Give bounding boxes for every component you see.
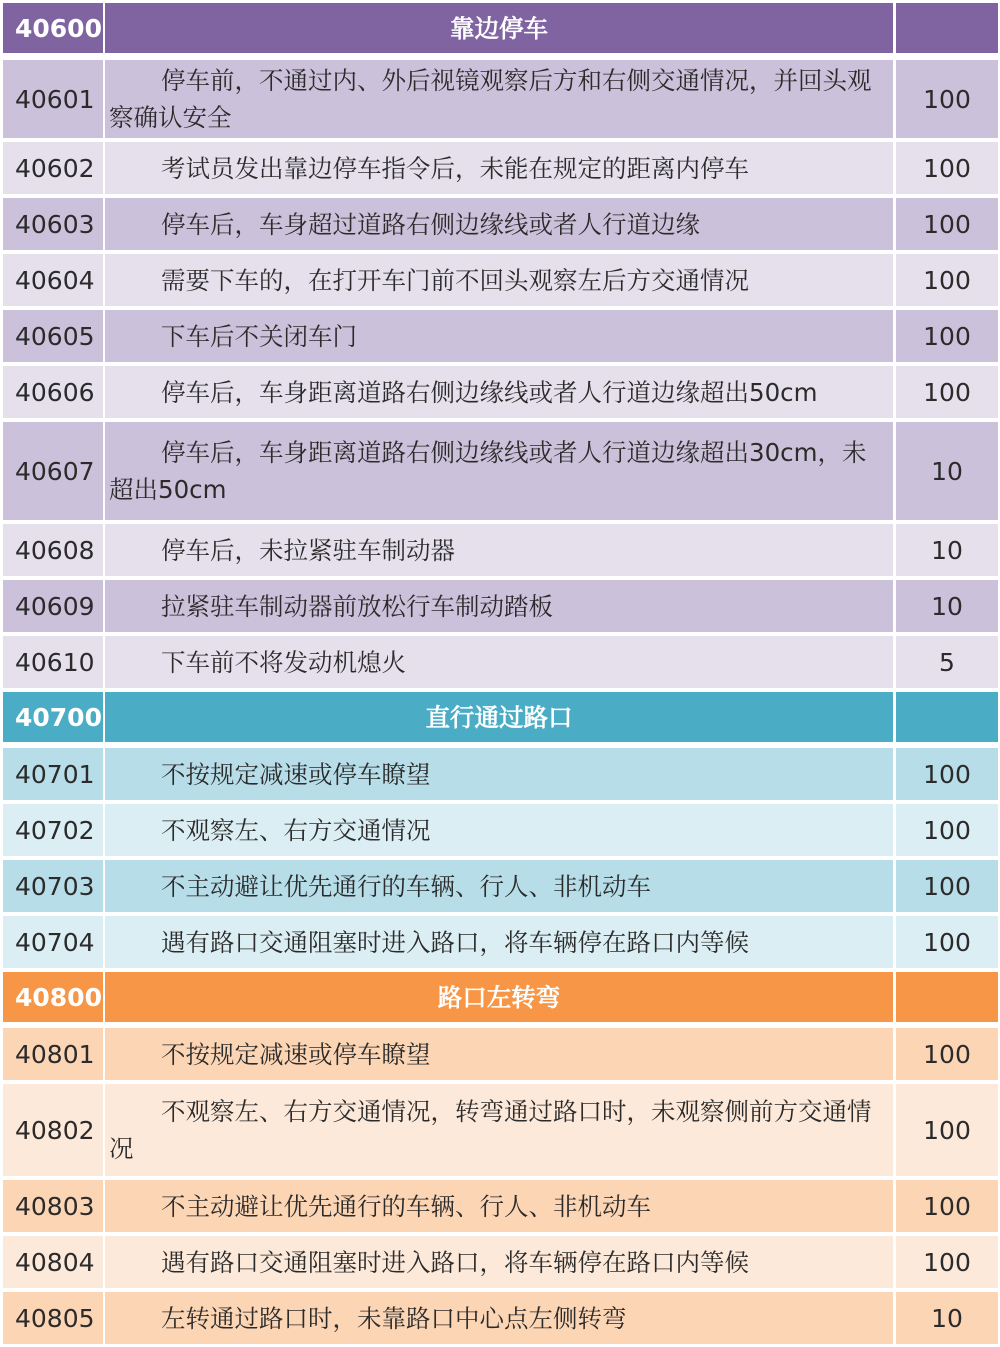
- row-score: [896, 972, 998, 1022]
- row-code: [3, 860, 103, 912]
- table-row: [0, 1292, 1000, 1344]
- table-row: [0, 254, 1000, 306]
- row-score: [896, 1180, 998, 1232]
- row-score-text: 10: [931, 535, 963, 565]
- row-code: [3, 366, 103, 418]
- row-code-text: 40606: [15, 377, 95, 407]
- row-code: [3, 524, 103, 576]
- table-row: [0, 748, 1000, 800]
- table-row: [0, 580, 1000, 632]
- row-score-text: 100: [923, 153, 971, 183]
- row-description-text: 不主动避让优先通行的车辆、行人、非机动车: [161, 871, 651, 901]
- row-code-text: 40610: [15, 647, 95, 677]
- row-code: [3, 1236, 103, 1288]
- row-description: [105, 60, 893, 138]
- row-score-text: 100: [923, 321, 971, 351]
- row-score: [896, 804, 998, 856]
- row-description: [105, 1236, 893, 1288]
- row-description: [105, 1084, 893, 1176]
- row-score: [896, 142, 998, 194]
- row-description-text: 遇有路口交通阻塞时进入路口，将车辆停在路口内等候: [161, 1247, 749, 1277]
- table-row: [0, 1084, 1000, 1176]
- row-score-text: 100: [923, 84, 971, 114]
- row-code-text: 40603: [15, 209, 95, 239]
- row-score: [896, 60, 998, 138]
- row-code-text: 40703: [15, 871, 95, 901]
- table-row: [0, 1236, 1000, 1288]
- row-score-text: 100: [923, 1247, 971, 1277]
- row-code: [3, 636, 103, 688]
- row-code: [3, 972, 103, 1022]
- row-code-text: 40800: [15, 982, 102, 1012]
- row-score-text: 100: [923, 1039, 971, 1069]
- row-description-text: 直行通过路口: [425, 702, 573, 732]
- row-score-text: 100: [923, 1191, 971, 1221]
- row-description-text: 停车前，不通过内、外后视镜观察后方和右侧交通情况，并回头观察确认安全: [109, 66, 872, 132]
- table-row: [0, 198, 1000, 250]
- row-code: [3, 142, 103, 194]
- table-row: [0, 636, 1000, 688]
- row-code-text: 40608: [15, 535, 95, 565]
- row-description: [105, 692, 893, 742]
- row-code: [3, 198, 103, 250]
- section-header-row: [0, 3, 1000, 53]
- table-row: [0, 1028, 1000, 1080]
- row-score-text: 100: [923, 871, 971, 901]
- table-row: [0, 142, 1000, 194]
- table-row: [0, 422, 1000, 520]
- row-description-text: 拉紧驻车制动器前放松行车制动踏板: [161, 591, 553, 621]
- table-row: [0, 366, 1000, 418]
- row-description: [105, 3, 893, 53]
- row-score: [896, 524, 998, 576]
- row-code: [3, 3, 103, 53]
- row-code-text: 40801: [15, 1039, 95, 1069]
- row-description-text: 停车后，未拉紧驻车制动器: [161, 535, 455, 565]
- row-code-text: 40704: [15, 927, 95, 957]
- row-score: [896, 692, 998, 742]
- row-description-text: 不按规定减速或停车瞭望: [161, 759, 431, 789]
- row-description-text: 下车后不关闭车门: [161, 321, 357, 351]
- section-header-row: [0, 972, 1000, 1022]
- row-code-text: 40802: [15, 1115, 95, 1145]
- row-score: [896, 1028, 998, 1080]
- row-score-text: 100: [923, 265, 971, 295]
- row-score: [896, 198, 998, 250]
- row-score-text: 5: [939, 647, 955, 677]
- row-description: [105, 142, 893, 194]
- row-code-text: 40805: [15, 1303, 95, 1333]
- row-description-text: 考试员发出靠边停车指令后，未能在规定的距离内停车: [161, 153, 749, 183]
- row-description-text: 停车后，车身距离道路右侧边缘线或者人行道边缘超出30cm，未超出50cm: [109, 438, 867, 504]
- row-description: [105, 310, 893, 362]
- row-score-text: 100: [923, 209, 971, 239]
- row-score: [896, 1292, 998, 1344]
- row-description: [105, 580, 893, 632]
- row-code: [3, 254, 103, 306]
- row-score-text: 10: [931, 591, 963, 621]
- row-code-text: 40601: [15, 84, 95, 114]
- row-code: [3, 422, 103, 520]
- row-description-text: 不主动避让优先通行的车辆、行人、非机动车: [161, 1191, 651, 1221]
- row-score-text: 10: [931, 1303, 963, 1333]
- row-description: [105, 972, 893, 1022]
- row-code-text: 40803: [15, 1191, 95, 1221]
- row-code-text: 40702: [15, 815, 95, 845]
- row-score-text: 100: [923, 1115, 971, 1145]
- row-code: [3, 804, 103, 856]
- table-row: [0, 310, 1000, 362]
- row-description-text: 下车前不将发动机熄火: [161, 647, 406, 677]
- row-code-text: 40700: [15, 702, 102, 732]
- row-description-text: 路口左转弯: [437, 982, 561, 1012]
- row-description: [105, 254, 893, 306]
- row-score: [896, 1084, 998, 1176]
- row-score: [896, 860, 998, 912]
- row-description-text: 需要下车的，在打开车门前不回头观察左后方交通情况: [161, 265, 749, 295]
- row-description: [105, 1180, 893, 1232]
- row-code: [3, 60, 103, 138]
- row-description: [105, 916, 893, 968]
- row-description-text: 不观察左、右方交通情况，转弯通过路口时，未观察侧前方交通情况: [109, 1097, 872, 1163]
- row-description-text: 靠边停车: [450, 13, 548, 43]
- row-code: [3, 1084, 103, 1176]
- row-code: [3, 1028, 103, 1080]
- row-code: [3, 692, 103, 742]
- row-code-text: 40609: [15, 591, 95, 621]
- row-code: [3, 1180, 103, 1232]
- table-row: [0, 524, 1000, 576]
- row-description: [105, 198, 893, 250]
- table-row: [0, 60, 1000, 138]
- row-score-text: 100: [923, 759, 971, 789]
- row-description: [105, 422, 893, 520]
- row-code-text: 40602: [15, 153, 95, 183]
- row-score: [896, 916, 998, 968]
- section-header-row: [0, 692, 1000, 742]
- row-score: [896, 580, 998, 632]
- row-description-text: 遇有路口交通阻塞时进入路口，将车辆停在路口内等候: [161, 927, 749, 957]
- row-description: [105, 636, 893, 688]
- row-code-text: 40600: [15, 13, 102, 43]
- table-row: [0, 1180, 1000, 1232]
- row-description: [105, 748, 893, 800]
- row-score: [896, 636, 998, 688]
- row-score: [896, 310, 998, 362]
- row-description-text: 不按规定减速或停车瞭望: [161, 1039, 431, 1069]
- row-code: [3, 748, 103, 800]
- row-score-text: 100: [923, 815, 971, 845]
- row-code: [3, 916, 103, 968]
- row-code-text: 40701: [15, 759, 95, 789]
- row-description-text: 停车后，车身距离道路右侧边缘线或者人行道边缘超出50cm: [161, 377, 818, 407]
- row-code: [3, 580, 103, 632]
- table-row: [0, 804, 1000, 856]
- row-description-text: 左转通过路口时，未靠路口中心点左侧转弯: [161, 1303, 627, 1333]
- row-code-text: 40604: [15, 265, 95, 295]
- row-description-text: 不观察左、右方交通情况: [161, 815, 431, 845]
- table-row: [0, 916, 1000, 968]
- row-score-text: 100: [923, 927, 971, 957]
- row-code-text: 40605: [15, 321, 95, 351]
- row-code: [3, 310, 103, 362]
- row-description-text: 停车后，车身超过道路右侧边缘线或者人行道边缘: [161, 209, 700, 239]
- row-code-text: 40804: [15, 1247, 95, 1277]
- row-score: [896, 1236, 998, 1288]
- row-score: [896, 422, 998, 520]
- row-score: [896, 366, 998, 418]
- row-score: [896, 254, 998, 306]
- row-score: [896, 3, 998, 53]
- row-description: [105, 860, 893, 912]
- row-score-text: 100: [923, 377, 971, 407]
- row-code-text: 40607: [15, 456, 95, 486]
- row-score: [896, 748, 998, 800]
- row-description: [105, 1292, 893, 1344]
- row-description: [105, 1028, 893, 1080]
- row-description: [105, 804, 893, 856]
- table-row: [0, 860, 1000, 912]
- row-description: [105, 366, 893, 418]
- row-description: [105, 524, 893, 576]
- row-code: [3, 1292, 103, 1344]
- row-score-text: 10: [931, 456, 963, 486]
